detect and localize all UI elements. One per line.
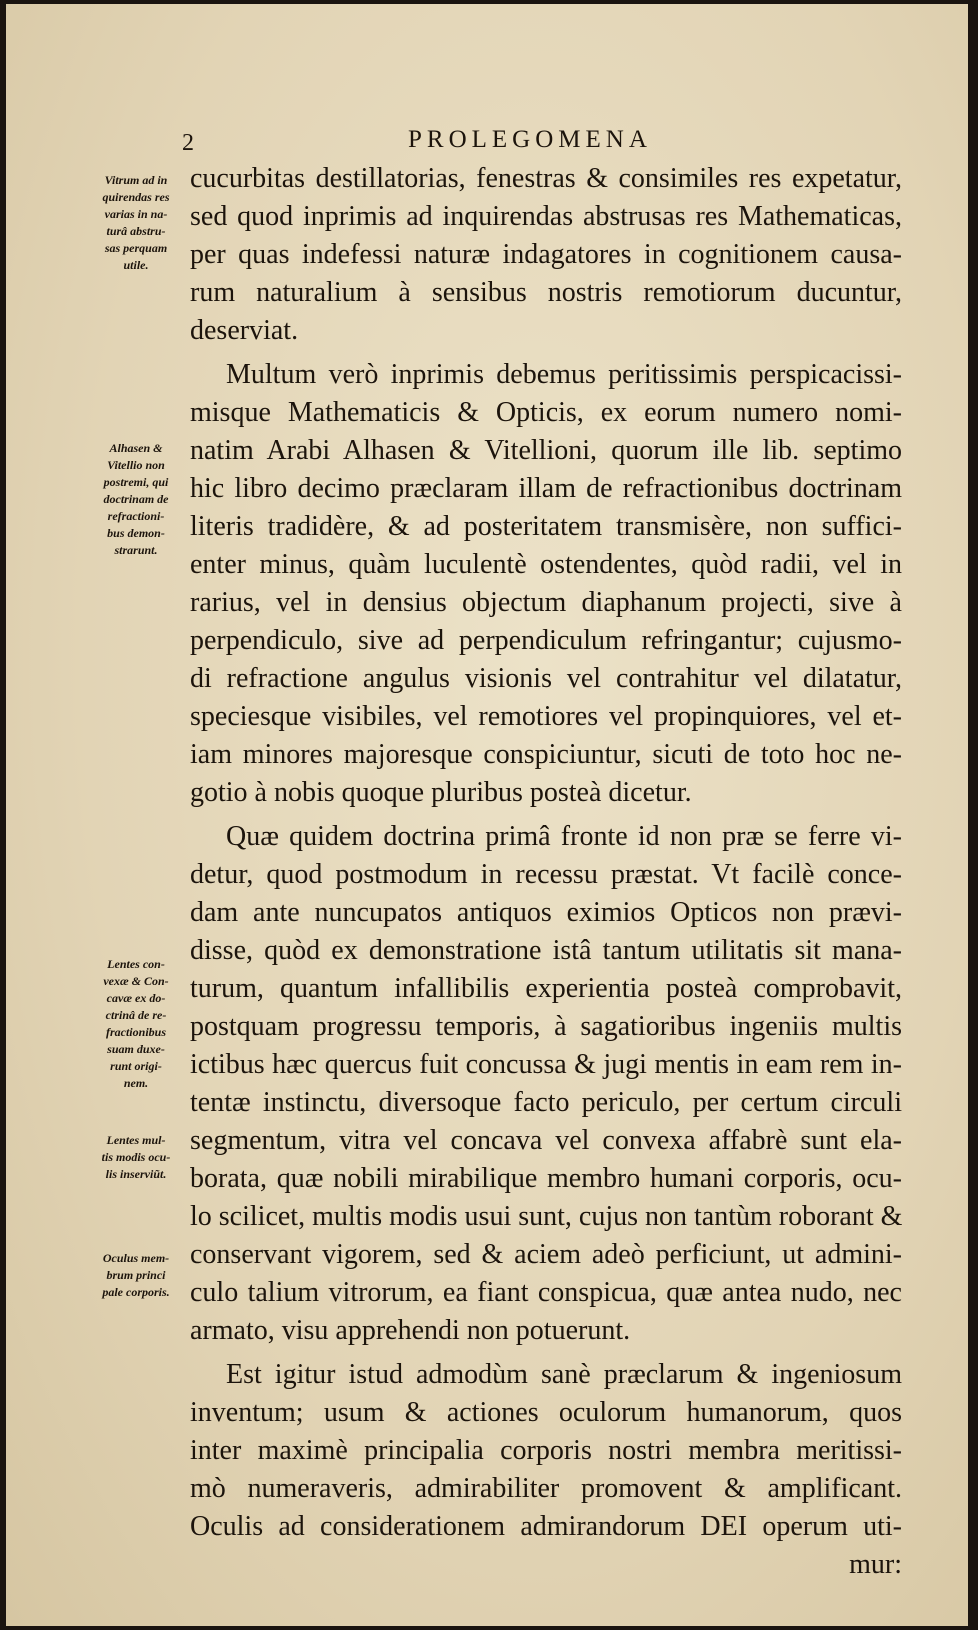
text-line: segmentum, vitra vel concava vel convexa affabrè sunt ela- bbox=[190, 1125, 902, 1156]
text-line: Oculis ad considerationem admirandorum DEI operum uti- bbox=[190, 1511, 902, 1542]
margin-note: Alhasen & Vitellio non postremi, qui doctrinam de refractioni- bus demon- strarunt. bbox=[103, 441, 169, 557]
text-line: tentæ instinctu, diversoque facto periculo, per certum circuli bbox=[190, 1087, 902, 1118]
text-line: mò numeraveris, admirabiliter promovent & amplificant. bbox=[190, 1473, 902, 1504]
text-line: rarius, vel in densius objectum diaphanum projecti, sive à bbox=[190, 587, 902, 618]
book-page bbox=[6, 4, 968, 1626]
text-line: perpendiculo, sive ad perpendiculum refringantur; cujusmo- bbox=[190, 625, 902, 656]
text-line: disse, quòd ex demonstratione istâ tantum utilitatis sit mana- bbox=[190, 935, 902, 966]
text-line: inventum; usum & actiones oculorum humanorum, quos bbox=[190, 1397, 902, 1428]
text-line: misque Mathematicis & Opticis, ex eorum numero nomi- bbox=[190, 397, 902, 428]
text-line: sed quod inprimis ad inquirendas abstrusas res Mathematicas, bbox=[190, 201, 902, 232]
text-line: borata, quæ nobili mirabilique membro humani corporis, ocu- bbox=[190, 1163, 902, 1194]
text-line: hic libro decimo præclaram illam de refractionibus doctrinam bbox=[190, 473, 902, 504]
text-line: literis tradidère, & ad posteritatem transmisère, non suffici- bbox=[190, 511, 902, 542]
text-line: culo talium vitrorum, ea fiant conspicua, quæ antea nudo, nec bbox=[190, 1277, 902, 1308]
text-line: ictibus hæc quercus fuit concussa & jugi mentis in eam rem in- bbox=[190, 1049, 902, 1080]
running-head: PROLEGOMENA bbox=[408, 126, 652, 153]
text-line: inter maximè principalia corporis nostri membra meritissi- bbox=[190, 1435, 902, 1466]
text-line: deserviat. bbox=[190, 315, 299, 346]
text-line: per quas indefessi naturæ indagatores in cognitionem causa- bbox=[190, 239, 902, 270]
text-line: iam minores majoresque conspiciuntur, sicuti de toto hoc ne- bbox=[190, 739, 902, 770]
text-line: enter minus, quàm luculentè ostendentes, quòd radii, vel in bbox=[190, 549, 902, 580]
margin-note: Vitrum ad in quirendas res varias in na- turâ abstru- sas perquam utile. bbox=[102, 173, 170, 272]
text-line: di refractione angulus visionis vel contrahitur vel dilatatur, bbox=[190, 663, 902, 694]
text-line: armato, visu apprehendi non potuerunt. bbox=[190, 1315, 631, 1346]
body-text bbox=[190, 160, 902, 1584]
text-line: cucurbitas destillatorias, fenestras & consimiles res expetatur, bbox=[190, 163, 902, 194]
text-line: detur, quod postmodum in recessu præstat. Vt facilè conce- bbox=[190, 859, 902, 890]
margin-note: Oculus mem- brum princi pale corporis. bbox=[102, 1251, 170, 1299]
text-line: natim Arabi Alhasen & Vitellioni, quorum ille lib. septimo bbox=[190, 435, 902, 466]
margin-note: Lentes con- vexæ & Con- cavæ ex do- ctrinâ de re- fractionibus suam duxe- runt origi- nem. bbox=[103, 957, 169, 1090]
text-line: conservant vigorem, sed & aciem adeò perficiunt, ut admini- bbox=[190, 1239, 902, 1270]
paragraph-first-line: Quæ quidem doctrina primâ fronte id non præ se ferre vi- bbox=[226, 821, 902, 852]
text-line: gotio à nobis quoque pluribus posteà dicetur. bbox=[190, 777, 692, 808]
paragraph-first-line: Est igitur istud admodùm sanè præclarum & ingeniosum bbox=[226, 1359, 902, 1390]
text-line: lo scilicet, multis modis usui sunt, cujus non tantùm roborant & bbox=[190, 1201, 903, 1232]
page-header bbox=[6, 122, 968, 162]
text-line: speciesque visibiles, vel remotiores vel propinquiores, vel et- bbox=[190, 701, 902, 732]
catchword: mur: bbox=[849, 1549, 902, 1580]
text-line: postquam progressu temporis, à sagatioribus ingeniis multis bbox=[190, 1011, 902, 1042]
paragraph-first-line: Multum verò inprimis debemus peritissimis perspicacissi- bbox=[226, 359, 902, 390]
text-line: rum naturalium à sensibus nostris remotiorum ducuntur, bbox=[190, 277, 902, 308]
margin-note: Lentes mul- tis modis ocu- lis inserviũt. bbox=[101, 1133, 171, 1181]
page-number: 2 bbox=[182, 130, 194, 156]
text-line: dam ante nuncupatos antiquos eximios Opticos non prævi- bbox=[190, 897, 902, 928]
text-line: turum, quantum infallibilis experientia posteà comprobavit, bbox=[190, 973, 902, 1004]
